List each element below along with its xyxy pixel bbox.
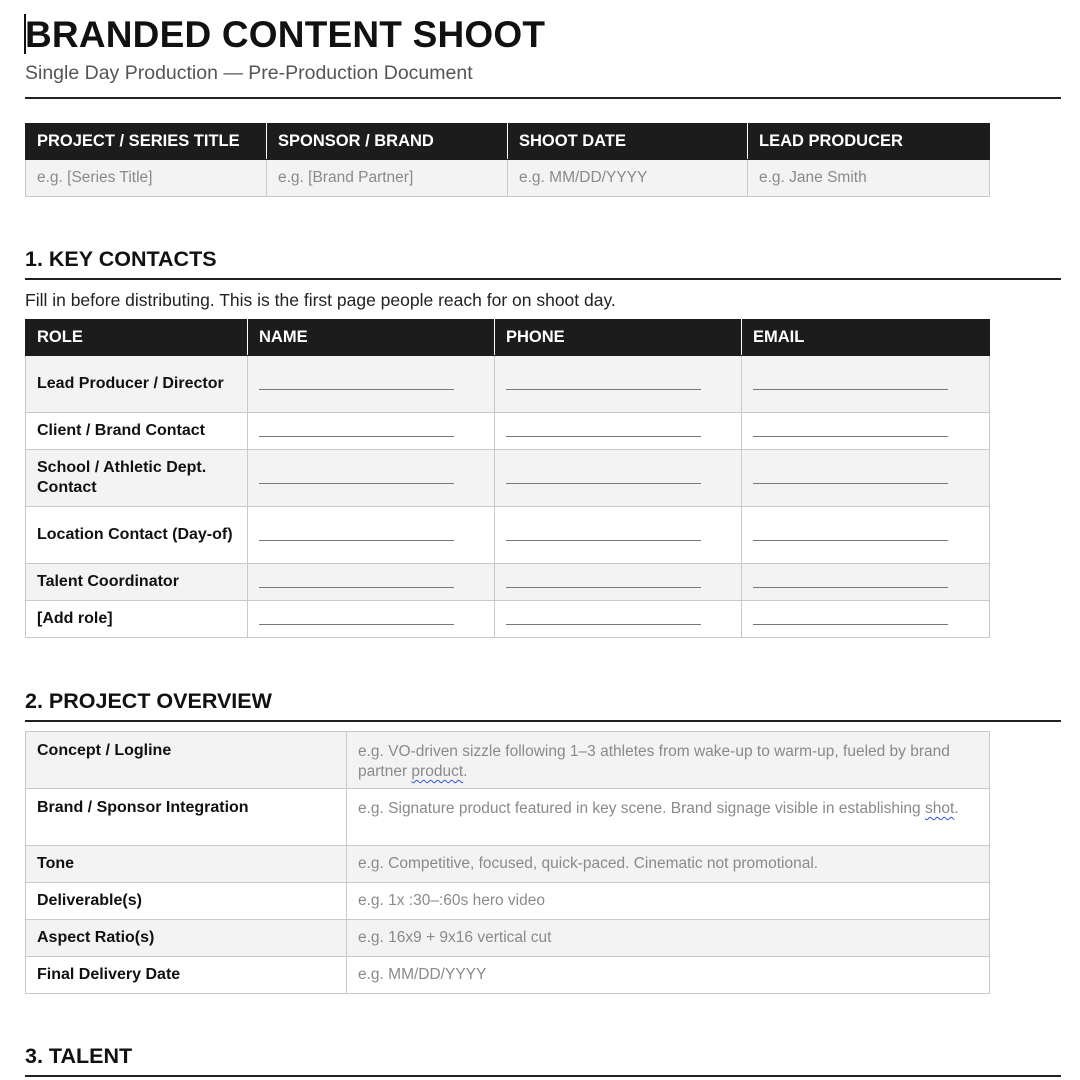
shoot-date-field[interactable]: e.g. MM/DD/YYYY bbox=[508, 160, 748, 197]
overview-label: Tone bbox=[26, 846, 347, 883]
series-title-field[interactable]: e.g. [Series Title] bbox=[26, 160, 267, 197]
delivery-date-field[interactable]: e.g. MM/DD/YYYY bbox=[347, 957, 990, 994]
project-overview-table bbox=[25, 731, 990, 994]
key-contacts-heading: 1. KEY CONTACTS bbox=[25, 247, 217, 271]
contact-phone-field[interactable] bbox=[495, 564, 742, 601]
table-row bbox=[26, 846, 990, 883]
overview-label: Deliverable(s) bbox=[26, 883, 347, 920]
tone-field[interactable]: e.g. Competitive, focused, quick-paced. Cinematic not promotional. bbox=[347, 846, 990, 883]
deliverables-field[interactable]: e.g. 1x :30–:60s hero video bbox=[347, 883, 990, 920]
overview-label: Final Delivery Date bbox=[26, 957, 347, 994]
concept-field[interactable]: e.g. VO-driven sizzle following 1–3 athletes from wake-up to warm-up, fueled by brand partner product. bbox=[347, 732, 990, 789]
contact-role: Location Contact (Day-of) bbox=[26, 507, 248, 564]
meta-header-lead-producer: LEAD PRODUCER bbox=[748, 124, 990, 160]
contact-name-field[interactable] bbox=[248, 356, 495, 413]
contact-role: Client / Brand Contact bbox=[26, 413, 248, 450]
contact-role: [Add role] bbox=[26, 601, 248, 638]
table-row bbox=[26, 957, 990, 994]
contacts-header-name: NAME bbox=[248, 320, 495, 356]
project-overview-heading: 2. PROJECT OVERVIEW bbox=[25, 689, 272, 713]
table-row bbox=[26, 564, 990, 601]
contact-name-field[interactable] bbox=[248, 564, 495, 601]
talent-heading: 3. TALENT bbox=[25, 1044, 133, 1068]
project-meta-table bbox=[25, 123, 990, 197]
overview-label: Brand / Sponsor Integration bbox=[26, 789, 347, 846]
contact-name-field[interactable] bbox=[248, 450, 495, 507]
contact-phone-field[interactable] bbox=[495, 507, 742, 564]
title-divider bbox=[25, 97, 1061, 99]
contacts-header-phone: PHONE bbox=[495, 320, 742, 356]
contact-email-field[interactable] bbox=[742, 450, 990, 507]
section-divider bbox=[25, 278, 1061, 280]
contact-email-field[interactable] bbox=[742, 413, 990, 450]
aspect-ratio-field[interactable]: e.g. 16x9 + 9x16 vertical cut bbox=[347, 920, 990, 957]
contact-name-field[interactable] bbox=[248, 507, 495, 564]
overview-label: Concept / Logline bbox=[26, 732, 347, 789]
contact-phone-field[interactable] bbox=[495, 356, 742, 413]
section-divider bbox=[25, 720, 1061, 722]
contacts-header-email: EMAIL bbox=[742, 320, 990, 356]
contact-email-field[interactable] bbox=[742, 507, 990, 564]
contact-email-field[interactable] bbox=[742, 356, 990, 413]
section-divider bbox=[25, 1075, 1061, 1077]
table-row bbox=[26, 732, 990, 789]
table-row bbox=[26, 450, 990, 507]
table-row bbox=[26, 920, 990, 957]
table-row bbox=[26, 883, 990, 920]
spellcheck-mark: product bbox=[411, 763, 464, 780]
contact-phone-field[interactable] bbox=[495, 413, 742, 450]
table-row bbox=[26, 507, 990, 564]
document-subtitle: Single Day Production — Pre-Production Document bbox=[25, 62, 473, 84]
spellcheck-mark: shot bbox=[924, 800, 955, 817]
contact-email-field[interactable] bbox=[742, 564, 990, 601]
contact-name-field[interactable] bbox=[248, 601, 495, 638]
overview-label: Aspect Ratio(s) bbox=[26, 920, 347, 957]
document-title: BRANDED CONTENT SHOOT bbox=[25, 14, 546, 55]
contact-role: Lead Producer / Director bbox=[26, 356, 248, 413]
brand-integration-field[interactable]: e.g. Signature product featured in key scene. Brand signage visible in establishing shot. bbox=[347, 789, 990, 846]
key-contacts-note: Fill in before distributing. This is the first page people reach for on shoot day. bbox=[25, 290, 616, 310]
table-row bbox=[26, 601, 990, 638]
meta-header-series-title: PROJECT / SERIES TITLE bbox=[26, 124, 267, 160]
key-contacts-table bbox=[25, 319, 990, 638]
table-row bbox=[26, 789, 990, 846]
table-row bbox=[26, 356, 990, 413]
meta-header-sponsor: SPONSOR / BRAND bbox=[267, 124, 508, 160]
sponsor-field[interactable]: e.g. [Brand Partner] bbox=[267, 160, 508, 197]
contact-phone-field[interactable] bbox=[495, 601, 742, 638]
lead-producer-field[interactable]: e.g. Jane Smith bbox=[748, 160, 990, 197]
contacts-header-role: ROLE bbox=[26, 320, 248, 356]
meta-header-shoot-date: SHOOT DATE bbox=[508, 124, 748, 160]
contact-role: Talent Coordinator bbox=[26, 564, 248, 601]
contact-phone-field[interactable] bbox=[495, 450, 742, 507]
contact-name-field[interactable] bbox=[248, 413, 495, 450]
table-row bbox=[26, 413, 990, 450]
contact-role: School / Athletic Dept. Contact bbox=[26, 450, 248, 507]
contact-email-field[interactable] bbox=[742, 601, 990, 638]
